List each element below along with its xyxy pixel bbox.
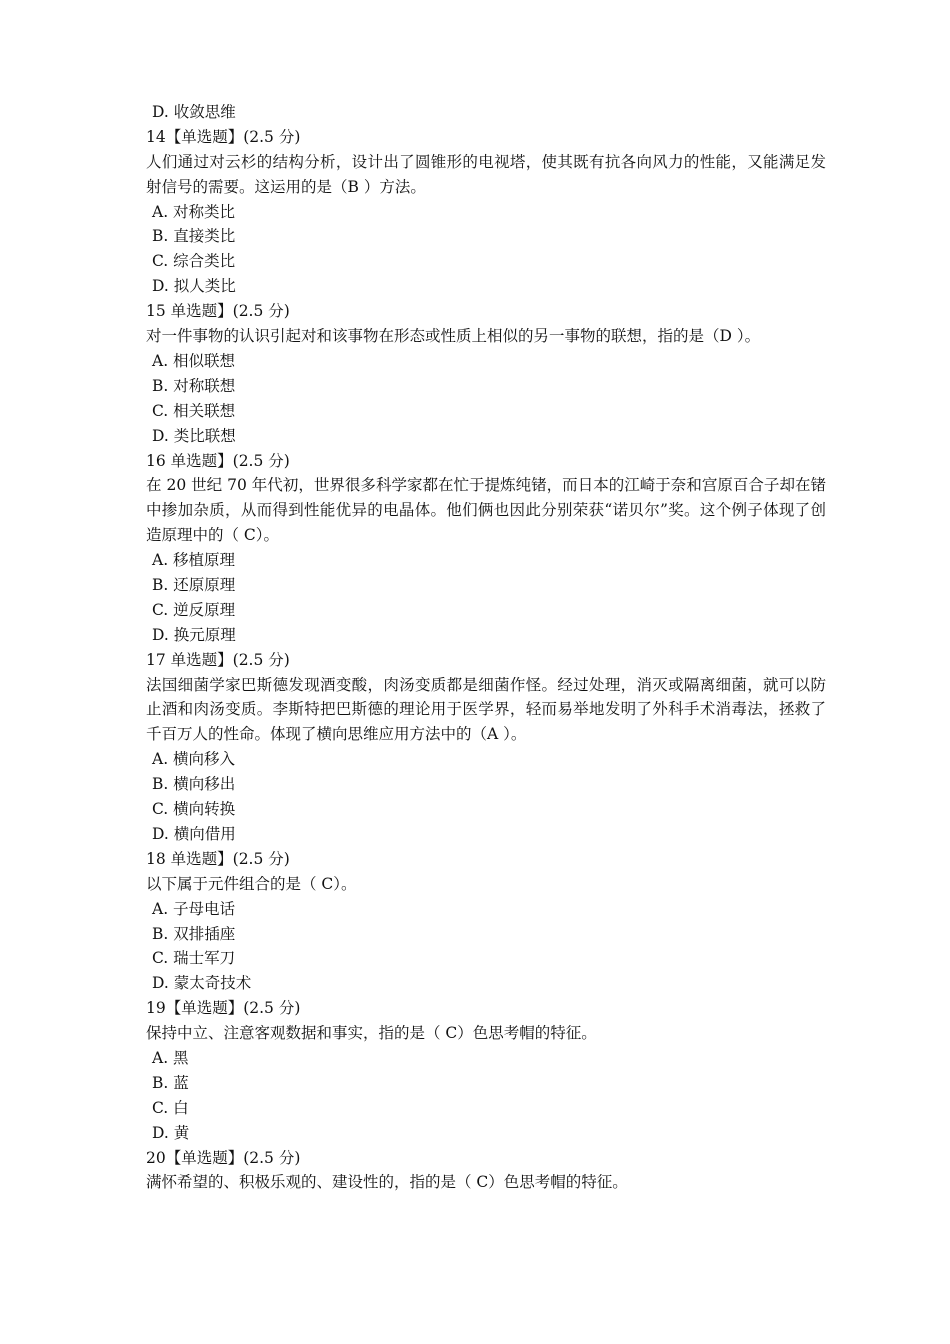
option-line: D. 换元原理 — [152, 625, 236, 644]
option-line: B. 直接类比 — [152, 227, 236, 246]
option-line: B. 对称联想 — [152, 376, 236, 395]
option-line: D. 蒙太奇技术 — [152, 974, 252, 993]
option-line: C. 横向转换 — [152, 800, 236, 819]
question-stem: 在 20 世纪 70 年代初，世界很多科学家都在忙于提炼纯锗，而日本的江崎于奈和宫原百合子却在锗中掺加杂质，从而得到性能优异的电晶体。他们俩也因此分别荣获“诺贝尔”奖。这个例子体现了创造原理中的（ C）。 — [146, 476, 826, 545]
question-header: 17 单选题】(2.5 分) — [146, 650, 290, 669]
option-line: A. 移植原理 — [152, 551, 236, 570]
option-line: C. 白 — [152, 1098, 189, 1117]
option-line: B. 蓝 — [152, 1073, 189, 1092]
option-line: A. 对称类比 — [152, 202, 236, 221]
question-20 — [146, 1146, 826, 1196]
option-line: A. 黑 — [152, 1049, 189, 1068]
option-line: D. 横向借用 — [152, 824, 236, 843]
option-line: C. 瑞士军刀 — [152, 949, 236, 968]
option-line: B. 横向移出 — [152, 775, 236, 794]
option-line: D. 类比联想 — [152, 426, 236, 445]
question-header: 14【单选题】(2.5 分) — [146, 127, 301, 146]
question-header: 19【单选题】(2.5 分) — [146, 999, 301, 1018]
question-15 — [146, 299, 826, 448]
question-header: 15 单选题】(2.5 分) — [146, 302, 290, 321]
option-line: C. 综合类比 — [152, 252, 236, 271]
option-line: C. 相关联想 — [152, 401, 236, 420]
option-line: D. 收敛思维 — [152, 103, 236, 121]
question-stem: 保持中立、注意客观数据和事实，指的是（ C）色思考帽的特征。 — [146, 1024, 597, 1043]
question-stem: 人们通过对云杉的结构分析，设计出了圆锥形的电视塔，使其既有抗各向风力的性能，又能满足发射信号的需要。这运用的是（B ）方法。 — [146, 152, 826, 196]
question-header: 20【单选题】(2.5 分) — [146, 1148, 301, 1167]
question-17 — [146, 648, 826, 847]
question-stem: 以下属于元件组合的是（ C）。 — [146, 874, 357, 893]
option-line: B. 还原原理 — [152, 576, 236, 595]
option-line: B. 双排插座 — [152, 924, 236, 943]
option-line: A. 子母电话 — [152, 899, 236, 918]
option-line: A. 相似联想 — [152, 351, 236, 370]
question-stem: 法国细菌学家巴斯德发现酒变酸，肉汤变质都是细菌作怪。经过处理，消灭或隔离细菌，就可以防止酒和肉汤变质。李斯特把巴斯德的理论用于医学界，轻而易举地发明了外科手术消毒法，拯救了千百万人的性命。体现了横向思维应用方法中的（A ）。 — [146, 675, 826, 744]
question-14 — [146, 125, 826, 299]
question-header: 16 单选题】(2.5 分) — [146, 451, 290, 470]
question-list — [146, 100, 826, 1195]
option-line: A. 横向移入 — [152, 750, 236, 769]
option-line: D. 拟人类比 — [152, 277, 236, 296]
option-line: D. 黄 — [152, 1123, 190, 1142]
question-19 — [146, 996, 826, 1145]
question-18 — [146, 847, 826, 996]
option-line: C. 逆反原理 — [152, 600, 236, 619]
question-stem: 对一件事物的认识引起对和该事物在形态或性质上相似的另一事物的联想，指的是（D ）。 — [146, 327, 761, 346]
question-header: 18 单选题】(2.5 分) — [146, 849, 290, 868]
question-16 — [146, 449, 826, 648]
question-stem: 满怀希望的、积极乐观的、建设性的，指的是（ C）色思考帽的特征。 — [146, 1173, 628, 1192]
